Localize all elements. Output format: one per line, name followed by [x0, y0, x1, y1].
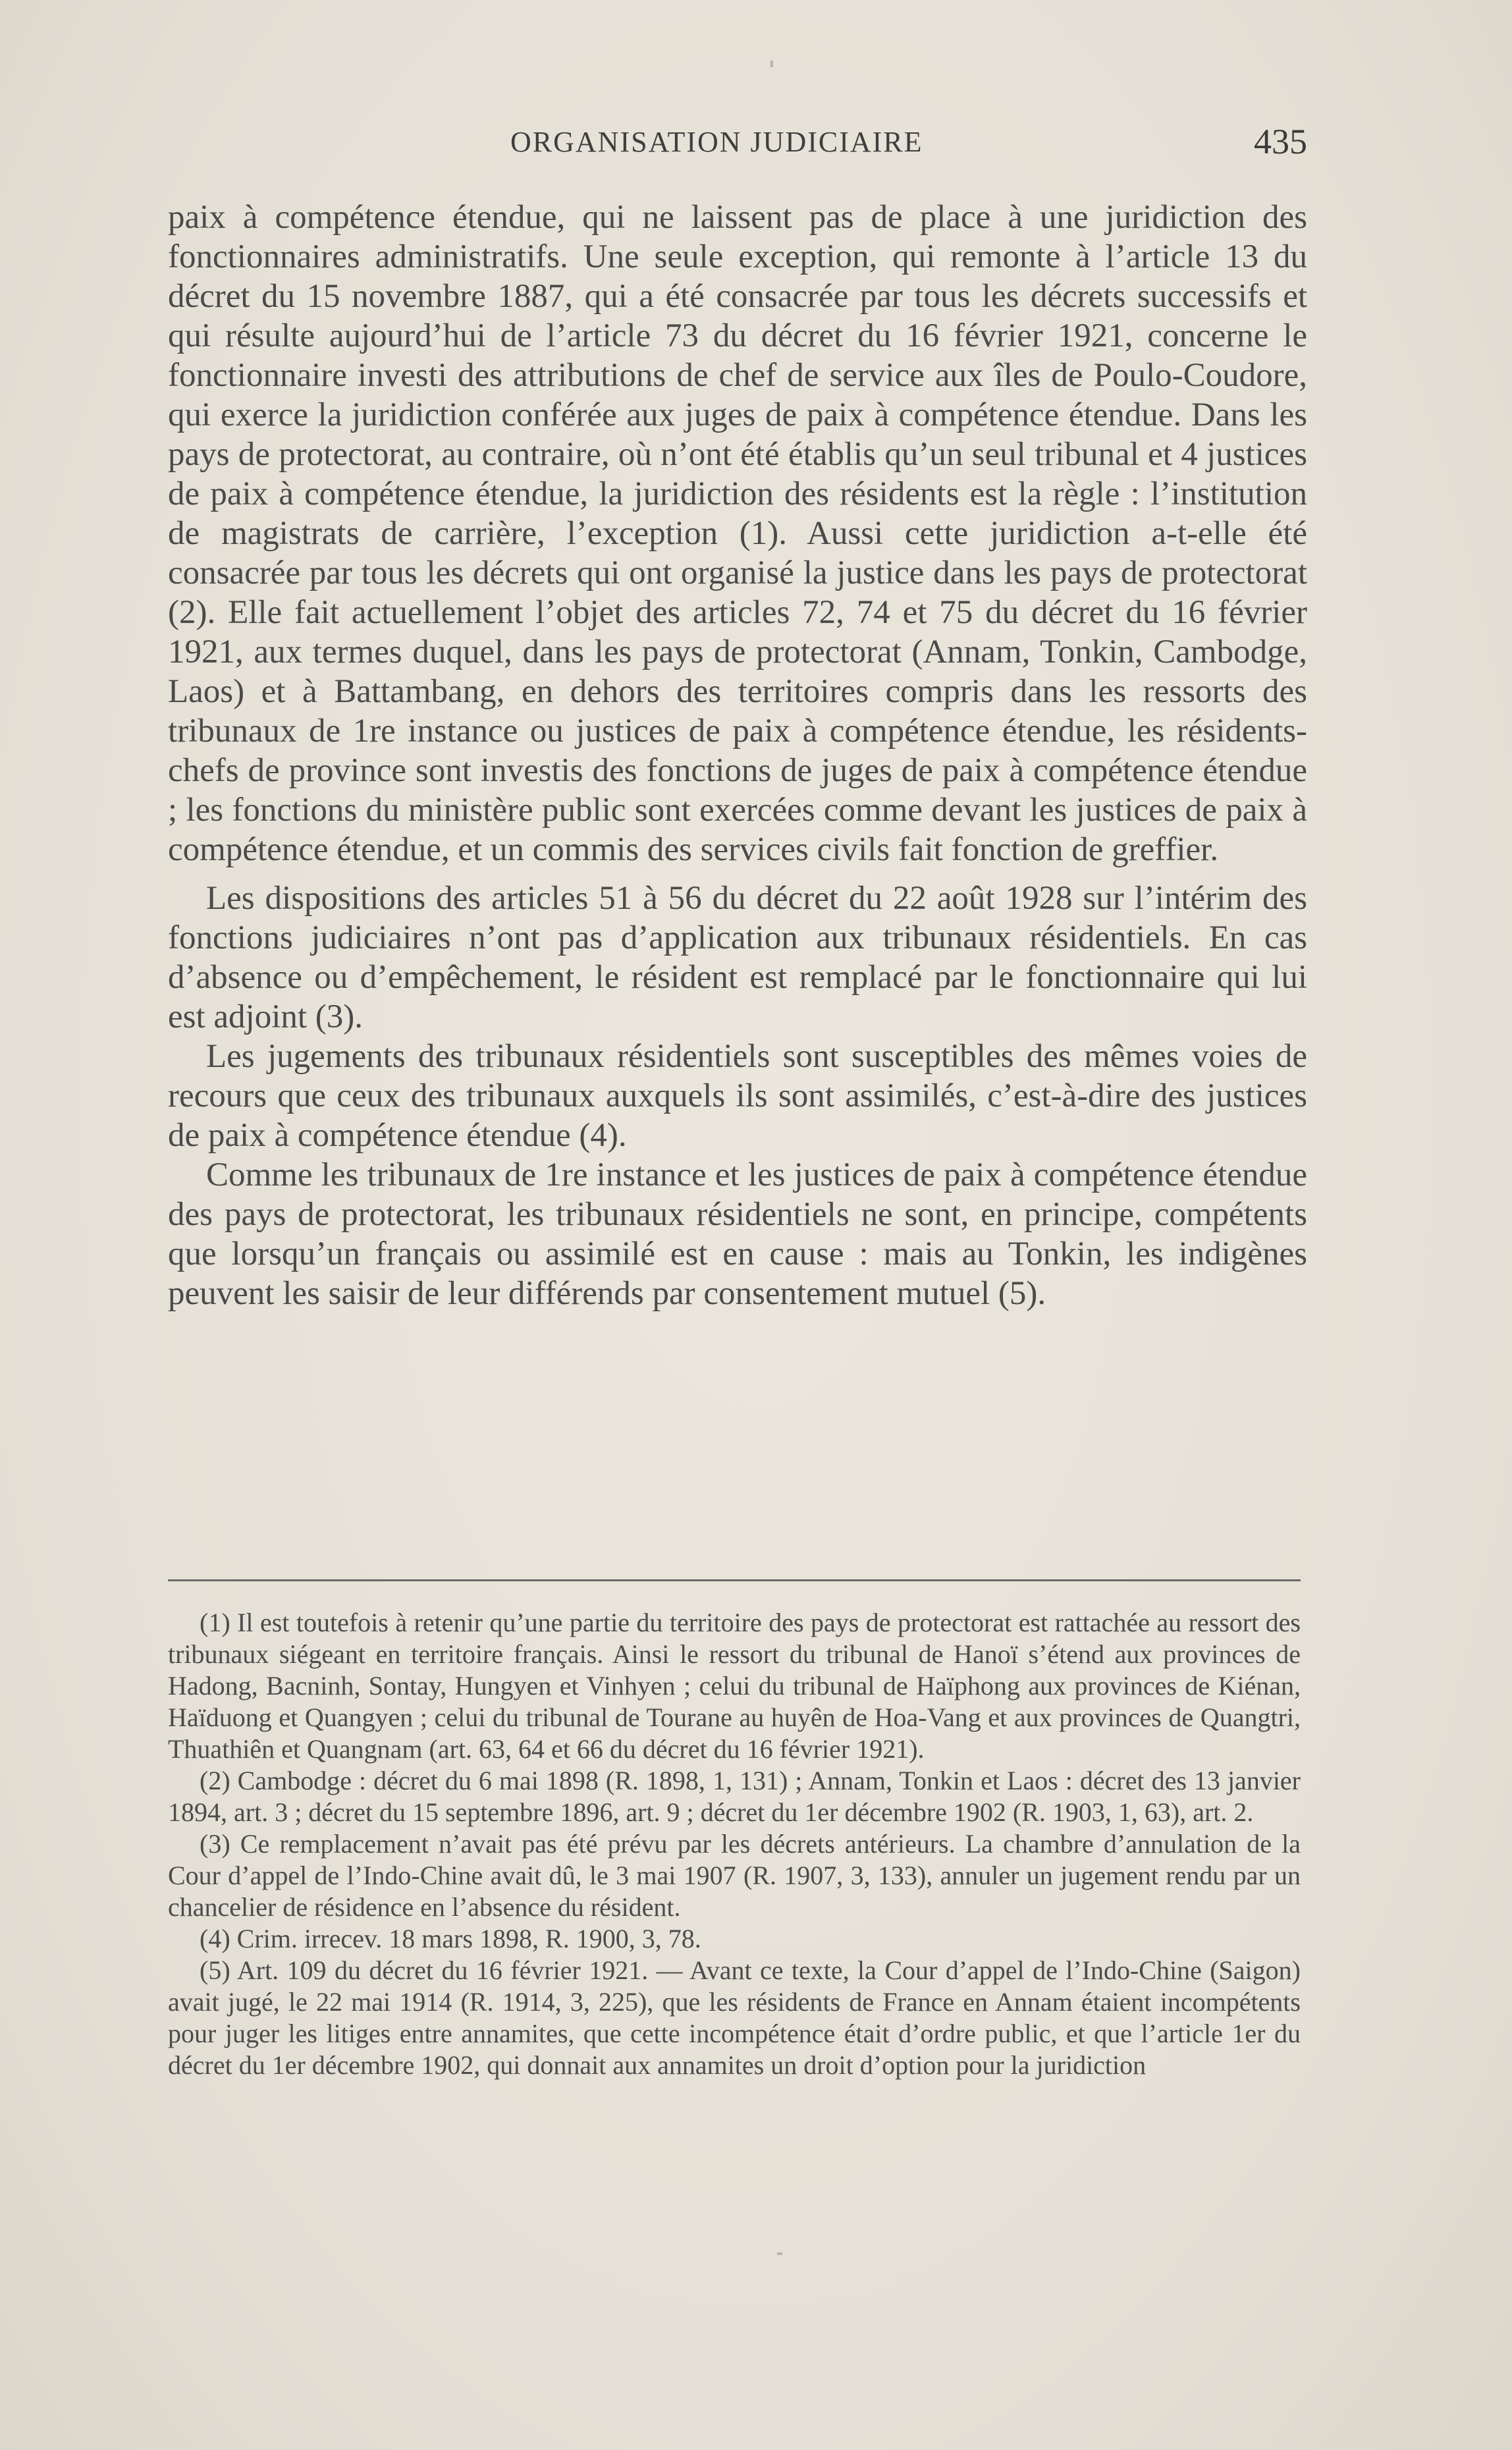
paragraph: paix à compétence étendue, qui ne laissent pas de place à une juridiction des fonctionnaires administratifs. Une seule exception, qui remonte à l’article 13 du décret du 15 novembre 1887, qui a été consacrée par tous les décrets successifs et qui résulte aujourd’hui de l’article 73 du décret du 16 février 1921, concerne le fonctionnaire investi des attributions de chef de service aux îles de Poulo-Coudore, qui exerce la juridiction conférée aux juges de paix à compétence étendue. Dans les pays de protectorat, au contraire, où n’ont été établis qu’un seul tribunal et 4 justices de paix à compétence étendue, la juridiction des résidents est la règle : l’institution de magistrats de carrière, l’exception (1). Aussi cette juridiction a-t-elle été consacrée par tous les décrets qui ont organisé la justice dans les pays de protectorat (2). Elle fait actuellement l’objet des articles 72, 74 et 75 du décret du 16 février 1921, aux termes duquel, dans les pays de protectorat (Annam, Tonkin, Cambodge, Laos) et à Battambang, en dehors des territoires compris dans les ressorts des tribunaux de 1re instance ou justices de paix à compétence étendue, les résidents-chefs de province sont investis des fonctions de juges de paix à compétence étendue ; les fonctions du ministère public sont exercées comme devant les justices de paix à compétence étendue, et un commis des services civils fait fonction de greffier. — [168, 199, 1307, 868]
page-header — [168, 122, 1307, 171]
footnote: (1) Il est toutefois à retenir qu’une partie du territoire des pays de protectorat est rattachée au ressort des tribunaux siégeant en territoire français. Ainsi le ressort du tribunal de Hanoï s’étend aux provinces de Hadong, Bacninh, Sontay, Hungyen et Vinhyen ; celui du tribunal de Haïphong aux provinces de Kiénan, Haïduong et Quangyen ; celui du tribunal de Tourane au huyên de Hoa-Vang et aux provinces de Quangtri, Thuathiên et Quangnam (art. 63, 64 et 66 du décret du 16 février 1921). — [168, 1608, 1301, 1764]
print-speck — [777, 2252, 782, 2255]
footnote: (4) Crim. irrecev. 18 mars 1898, R. 1900, 3, 78. — [200, 1924, 701, 1953]
running-title: ORGANISATION JUDICIAIRE — [510, 126, 923, 158]
paragraph: Les jugements des tribunaux résidentiels sont susceptibles des mêmes voies de recours que ceux des tribunaux auxquels ils sont assimilés, c’est-à-dire des justices de paix à compétence étendue (4). — [168, 1038, 1307, 1154]
paragraph: Les dispositions des articles 51 à 56 du décret du 22 août 1928 sur l’intérim des fonctions judiciaires n’ont pas d’application aux tribunaux résidentiels. En cas d’absence ou d’empêchement, le résident est remplacé par le fonctionnaire qui lui est adjoint (3). — [168, 880, 1307, 1035]
page-number: 435 — [1254, 122, 1307, 161]
paragraph: Comme les tribunaux de 1re instance et les justices de paix à compétence étendue des pays de protectorat, les tribunaux résidentiels ne sont, en principe, compétents que lorsqu’un français ou assimilé est en cause : mais au Tonkin, les indigènes peuvent les saisir de leur différends par consentement mutuel (5). — [168, 1157, 1307, 1312]
footnote: (3) Ce remplacement n’avait pas été prévu par les décrets antérieurs. La chambre d’annulation de la Cour d’appel de l’Indo-Chine avait dû, le 3 mai 1907 (R. 1907, 3, 133), annuler un jugement rendu par un chancelier de résidence en l’absence du résident. — [168, 1829, 1301, 1922]
footnotes — [168, 1607, 1301, 2081]
footnote-separator — [168, 1579, 1301, 1581]
print-speck — [770, 61, 773, 67]
footnote: (2) Cambodge : décret du 6 mai 1898 (R. 1898, 1, 131) ; Annam, Tonkin et Laos : décret des 13 janvier 1894, art. 3 ; décret du 15 septembre 1896, art. 9 ; décret du 1er décembre 1902 (R. 1903, 1, 63), art. 2. — [168, 1766, 1301, 1827]
main-text — [168, 198, 1307, 1313]
footnote: (5) Art. 109 du décret du 16 février 1921. — Avant ce texte, la Cour d’appel de l’Indo-Chine (Saigon) avait jugé, le 22 mai 1914 (R. 1914, 3, 225), que les résidents de France en Annam étaient incompétents pour juger les litiges entre annamites, que cette incompétence était d’ordre public, et que l’article 1er du décret du 1er décembre 1902, qui donnait aux annamites un droit d’option pour la juridiction — [168, 1955, 1301, 2080]
